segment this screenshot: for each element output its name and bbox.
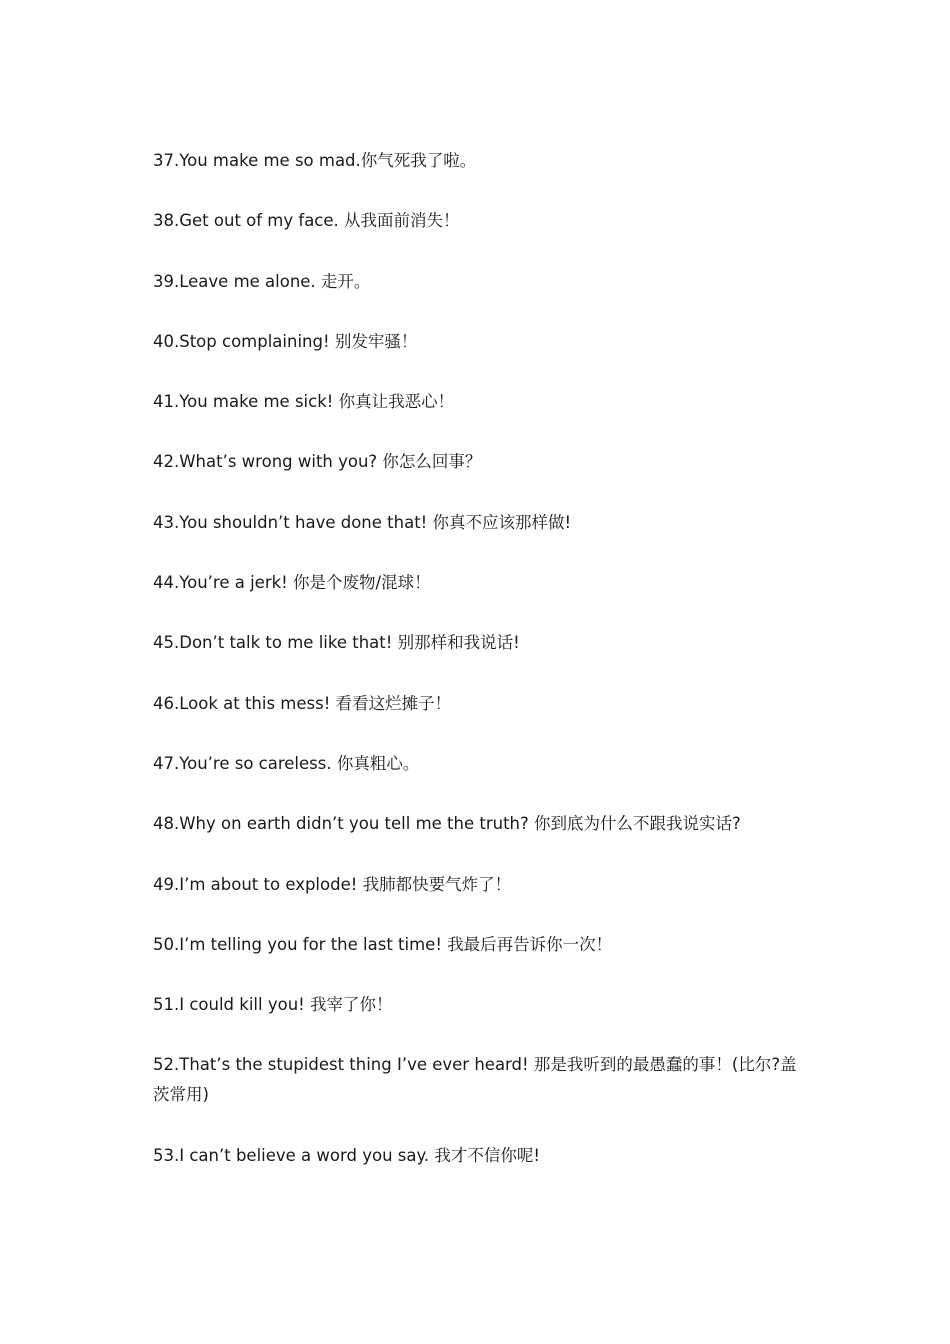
phrase-line-49: 49.I’m about to explode! 我肺都快要气炸了！: [153, 874, 512, 894]
phrase-line-43: 43.You shouldn’t have done that! 你真不应该那样做!: [153, 512, 572, 532]
phrase-line-50: 50.I’m telling you for the last time! 我最后再告诉你一次！: [153, 934, 613, 954]
phrase-line-51: 51.I could kill you! 我宰了你！: [153, 995, 393, 1015]
phrase-line-46: 46.Look at this mess! 看看这烂摊子！: [153, 693, 452, 713]
phrase-line-42: 42.What’s wrong with you? 你怎么回事？: [153, 452, 482, 472]
phrase-line-48: 48.Why on earth didn’t you tell me the truth? 你到底为什么不跟我说实话?: [153, 814, 741, 834]
phrase-line-44: 44.You’re a jerk! 你是个废物/混球！: [153, 573, 431, 593]
phrase-line-40: 40.Stop complaining! 别发牢骚！: [153, 331, 418, 351]
phrase-list: [153, 146, 803, 1201]
phrase-line-38: 38.Get out of my face. 从我面前消失！: [153, 211, 460, 231]
phrase-line-45: 45.Don’t talk to me like that! 别那样和我说话!: [153, 633, 520, 653]
phrase-line-47: 47.You’re so careless. 你真粗心。: [153, 753, 420, 773]
phrase-line-52: 52.That’s the stupidest thing I’ve ever heard! 那是我听到的最愚蠢的事！(比尔?盖茨常用): [153, 1055, 797, 1105]
phrase-line-53: 53.I can’t believe a word you say. 我才不信你呢!: [153, 1145, 541, 1165]
phrase-line-37: 37.You make me so mad.你气死我了啦。: [153, 151, 477, 170]
phrase-line-39: 39.Leave me alone. 走开。: [153, 271, 371, 291]
phrase-line-41: 41.You make me sick! 你真让我恶心！: [153, 392, 455, 412]
